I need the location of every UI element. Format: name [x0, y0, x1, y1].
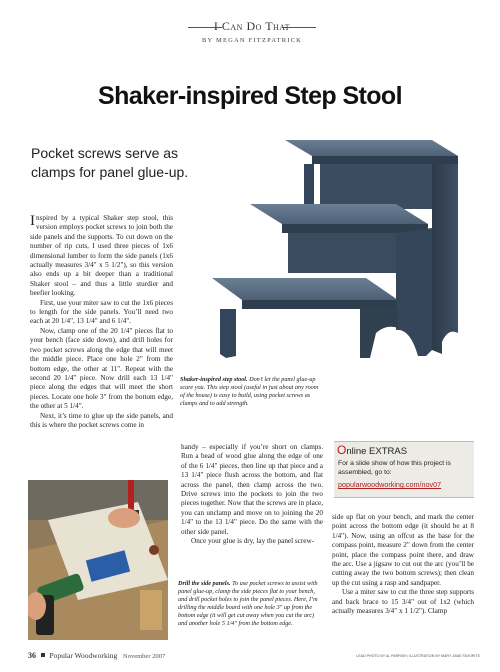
paragraph-2: First, use your miter saw to cut the 1x6 pieces to length for the side panels. You’ll need two each at 20 1/4", 13 1/4" and 6 1/4". [30, 298, 173, 326]
paragraph-4: Next, it’s time to glue up the side panels, and this is where the pocket screws come in [30, 411, 173, 429]
extras-title [337, 443, 407, 457]
stool-top-step [285, 140, 458, 156]
paragraph-5: handy – especially if you’re short on clamps. Run a bead of wood glue along the edge of one of the 6 1/4" pieces, then line up that piece and a 13 1/4" piece flush across the bottom, and flat across the panel, then clamp across the two. Drive screws into the pockets to join the two pieces together. Now that the screws are in place, you can unclamp and move on to joining the 20 1/4" to the 13 1/4" piece. Do the same with the other side panel. [181, 443, 323, 536]
paragraph-6: Once your glue is dry, lay the panel screw- [191, 537, 315, 546]
footer-square [41, 653, 45, 657]
hand [108, 508, 140, 528]
page-number: 36 [28, 651, 36, 660]
caption2-lead: Drill the side panels. [178, 580, 231, 587]
body-column-3 [332, 513, 474, 616]
stool-bottom-step [212, 278, 398, 300]
extras-title-rest: nline EXTRAS [346, 446, 408, 457]
paragraph-3: Now, clamp one of the 20 1/4" pieces flat to your bench (face side down), and drill holes for two pocket screws along the edge that will meet the middle piece. Place one hole 2" from the bottom edge, the other at 11". Repeat with the second 20 1/4" piece. Now drill each 13 1/4" piece along the edges that will meet the short pieces. Locate one hole 3" from the bottom edge, the other at 5 1/4". [30, 326, 173, 411]
stool-front-side [220, 309, 236, 358]
body-column-2 [181, 443, 323, 546]
issue-date: November 2007 [123, 653, 166, 660]
extras-text: For a slide show of how this project is assembled, go to: [338, 460, 451, 476]
paragraph-1: Inspired by a typical Shaker step stool, this version employs pocket screws to join both the side panels and the supports. To cut down on the number of rip cuts, I used three pieces of 1x6 dimensional lumber to form the side panels (1x6 actually measures 3/4" x 5 1/2"), so this version also ends up a bit deeper than a traditional Shaker stool – and thus a little sturdier and beefier looking. [30, 213, 173, 298]
article-title: Shaker-inspired Step Stool [98, 82, 402, 110]
stool-photo-caption [180, 376, 320, 408]
drill-photo-caption [178, 580, 323, 628]
article-deck: Pocket screws serve as clamps for panel glue-up. [31, 145, 189, 180]
paragraph-7: side up flat on your bench, and mark the center point across the bottom edge (it should be at 8 1/4"). Now, using an offcut as the base for the compass point, measure 2" down from the center point, place the compass point there, and draw the arc. Use a jigsaw to cut out the arc (you’ll be cutting away the two bottom screws); then clean up the cut using a rasp and sandpaper. [332, 513, 474, 587]
magazine-name: Popular Woodworking [49, 651, 118, 660]
photo-credits: LEAD PHOTO BY AL PARRISH; ILLUSTRATION BY MARY JANE FAVORITE [356, 654, 480, 658]
step-stool-photo [200, 128, 470, 376]
drop-cap: I [30, 213, 35, 229]
caption-text: Don’t let the panel glue-up scare you. This step stool (useful in just about any room of the house) is easy to build, using pocket screws as clamps and to add strength. [180, 376, 319, 407]
body-column-1 [30, 214, 173, 430]
drilling-photo [28, 480, 168, 640]
online-extras-box [334, 441, 474, 498]
column-name: I Can Do That [213, 19, 291, 33]
caption-lead: Shaker-inspired step stool. [180, 376, 248, 383]
byline: BY MEGAN FITZPATRICK [201, 37, 303, 44]
caption2-text: To use pocket screws to assist with panel glue-up, clamp the side pieces flat to your bench, and drill pocket holes to join the panel pieces. Here, I’m drilling the middle board with one hole 3" up from the bottom edge (it will get cut away when you cut the arc) and another hole 5 1/4" from the bottom edge. [178, 580, 318, 627]
extras-title-initial: O [337, 443, 347, 457]
extras-link[interactable]: popularwoodworking.com/nov07 [338, 480, 442, 489]
paragraph-8: Use a miter saw to cut the three step supports and back brace to 15 3/4" out of 1x2 (which actually measures 3/4" x 1 1/2"). Clamp [332, 588, 474, 616]
stool-side-panel [432, 148, 458, 354]
